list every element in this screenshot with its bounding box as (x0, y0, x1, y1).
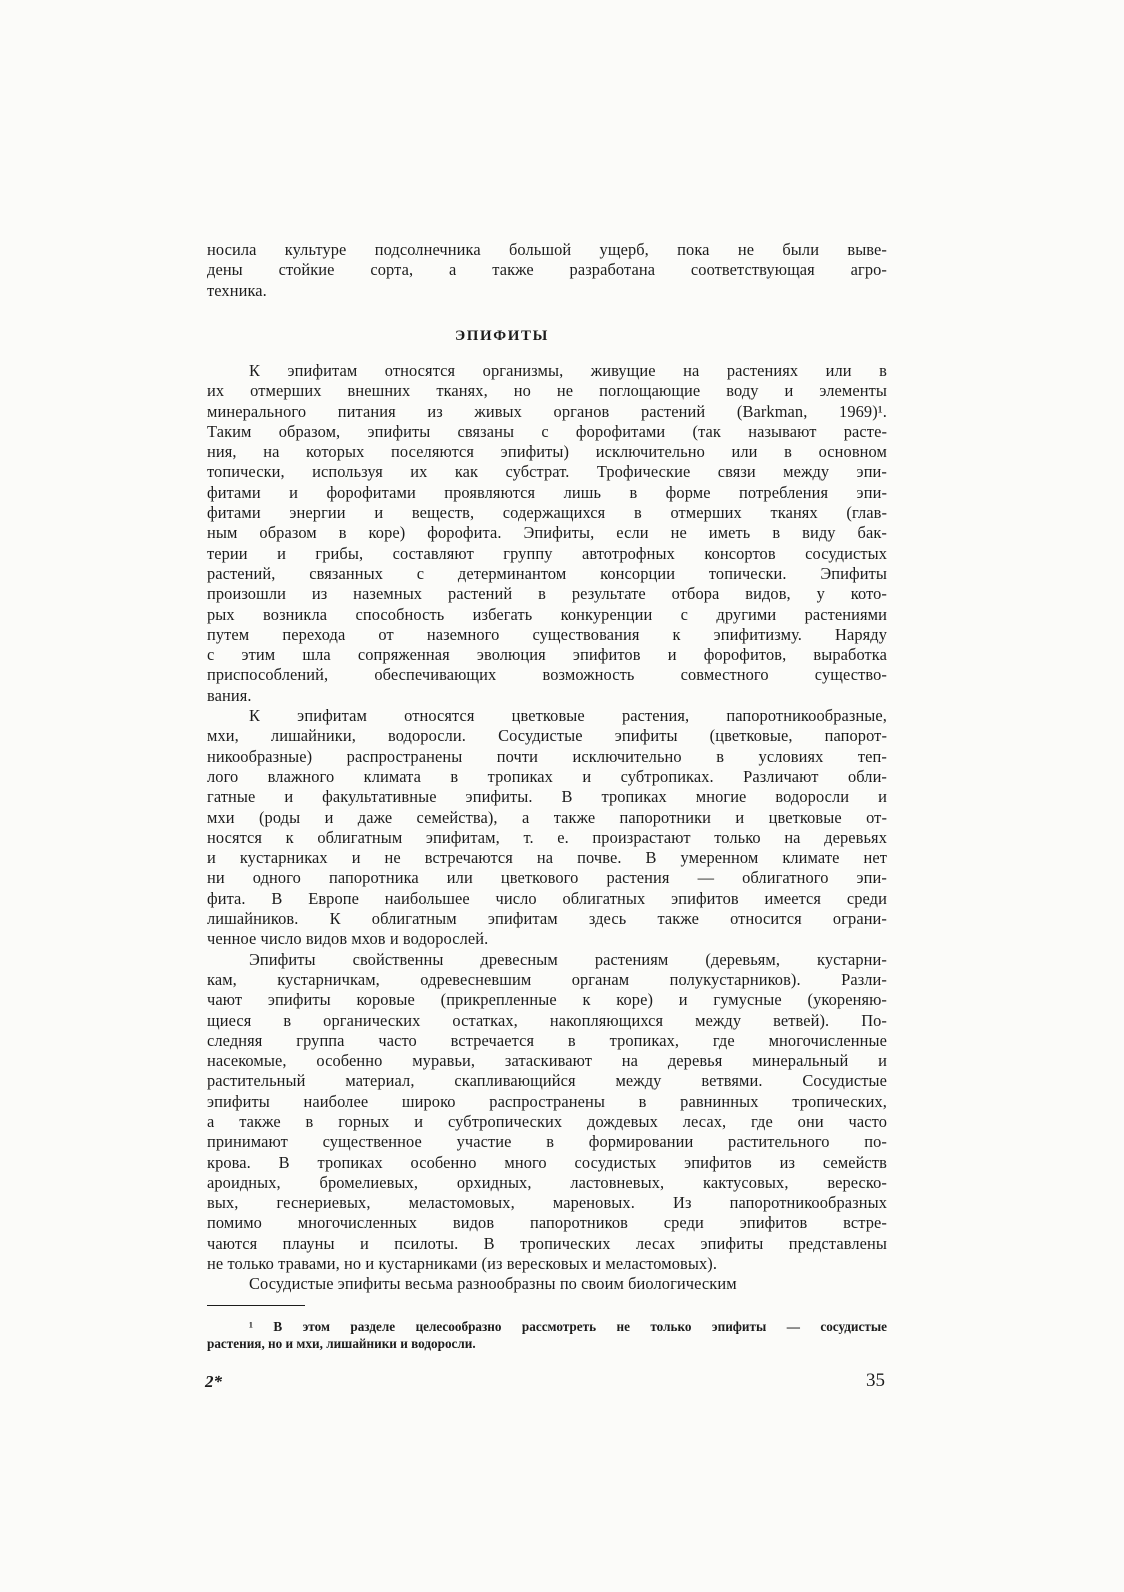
text-line: мхи (роды и даже семейства), а также папоротники и цветковые от- (207, 807, 887, 827)
text-line: минерального питания из живых органов растений (Barkman, 1969)¹. (207, 401, 887, 421)
text-line: техника. (207, 280, 267, 300)
text-line: крова. В тропиках особенно много сосудистых эпифитов из семейств (207, 1152, 887, 1172)
text-line: кам, кустарничкам, одревесневшим органам полукустарников). Разли- (207, 969, 887, 989)
text-line: носила культуре подсолнечника большой ущерб, пока не были выве- (207, 240, 887, 259)
section-heading: ЭПИФИТЫ (455, 328, 549, 344)
footnote-line: растения, но и мхи, лишайники и водоросли. (207, 1336, 476, 1351)
text-line: их отмерших внешних тканях, но не поглощающие воду и элементы (207, 381, 887, 401)
page-number: 35 (866, 1370, 885, 1391)
text-line: фита. В Европе наибольшее число облигатных эпифитов имеется среди (207, 888, 887, 908)
text-line: дены стойкие сорта, а также разработана соответствующая агро- (207, 260, 887, 280)
text-line: не только травами, но и кустарниками (из вересковых и меластомовых). (207, 1254, 718, 1274)
text-line: ни одного папоротника или цветкового растения — облигатного эпи- (207, 868, 887, 888)
footnote (207, 1318, 887, 1352)
text-line: помимо многочисленных видов папоротников среди эпифитов встре- (207, 1213, 887, 1233)
text-line: лого влажного климата в тропиках и субтропиках. Различают обли- (207, 766, 887, 786)
text-line: ния, на которых поселяются эпифиты) исключительно или в основном (207, 442, 887, 462)
text-line: а также в горных и субтропических дождевых лесах, где они часто (207, 1111, 887, 1131)
text-line: Таким образом, эпифиты связаны с форофитами (так называют расте- (207, 421, 887, 441)
text-line: лишайников. К облигатным эпифитам здесь также относится ограни- (207, 909, 887, 929)
text-line: чают эпифиты коровые (прикрепленные к коре) и гумусные (укореняю- (207, 990, 887, 1010)
text-line: Сосудистые эпифиты весьма разнообразны по своим биологическим (249, 1274, 737, 1294)
text-line: носятся к облигатным эпифитам, т. е. произрастают только на деревьях (207, 827, 887, 847)
text-line: вых, геснериевых, меластомовых, мареновых. Из папоротникообразных (207, 1193, 887, 1213)
text-line: фитами и форофитами проявляются лишь в форме потребления эпи- (207, 482, 887, 502)
text-line: эпифиты наиболее широко распространены в равнинных тропических, (207, 1091, 887, 1111)
text-line: растений, связанных с детерминантом консорции топически. Эпифиты (207, 563, 887, 583)
text-line: растительный материал, скапливающийся между ветвями. Сосудистые (207, 1071, 887, 1091)
text-line: и кустарниках и не встречаются на почве. В умеренном климате нет (207, 848, 887, 868)
text-line: терии и грибы, составляют группу автотрофных консортов сосудистых (207, 543, 887, 563)
text-line: Эпифиты свойственны древесным растениям (деревьям, кустарни- (249, 949, 887, 969)
text-line: чаются плауны и псилоты. В тропических лесах эпифиты представлены (207, 1233, 887, 1253)
text-line: ченное число видов мхов и водорослей. (207, 929, 489, 949)
text-line: приспособлений, обеспечивающих возможность совместного существо- (207, 665, 887, 685)
text-line: гатные и факультативные эпифиты. В тропиках многие водоросли и (207, 787, 887, 807)
text-line: К эпифитам относятся организмы, живущие на растениях или в (249, 361, 887, 380)
signature-mark: 2* (205, 1372, 222, 1391)
text-line: мхи, лишайники, водоросли. Сосудистые эпифиты (цветковые, папорот- (207, 726, 887, 746)
text-line: путем перехода от наземного существования к эпифитизму. Наряду (207, 624, 887, 644)
text-line: следняя группа часто встречается в тропиках, где многочисленные (207, 1030, 887, 1050)
text-line: насекомые, особенно муравьи, затаскивают на деревья минеральный и (207, 1051, 887, 1071)
text-line: вания. (207, 685, 252, 705)
text-line: принимают существенное участие в формировании растительного по- (207, 1132, 887, 1152)
top-paragraph (207, 240, 887, 301)
text-line: ароидных, бромелиевых, орхидных, ластовневых, кактусовых, вереско- (207, 1172, 887, 1192)
text-line: с этим шла сопряженная эволюция эпифитов и форофитов, выработка (207, 645, 887, 665)
text-line: топически, используя их как субстрат. Трофические связи между эпи- (207, 462, 887, 482)
text-line: фитами энергии и веществ, содержащихся в отмерших тканях (глав- (207, 503, 887, 523)
text-line: щиеся в органических остатках, накопляющихся между ветвей). По- (207, 1010, 887, 1030)
footnote-line: ¹ В этом разделе целесообразно рассмотреть не только эпифиты — сосудистые (249, 1319, 887, 1334)
footnote-rule (207, 1305, 305, 1306)
body-text (207, 361, 887, 1295)
text-line: К эпифитам относятся цветковые растения, папоротникообразные, (249, 706, 887, 726)
text-line: ным образом в коре) форофита. Эпифиты, если не иметь в виду бак- (207, 523, 887, 543)
text-line: произошли из наземных растений в результате отбора видов, у кото- (207, 584, 887, 604)
text-line: никообразные) распространены почти исключительно в условиях теп- (207, 746, 887, 766)
text-line: рых возникла способность избегать конкуренции с другими растениями (207, 604, 887, 624)
